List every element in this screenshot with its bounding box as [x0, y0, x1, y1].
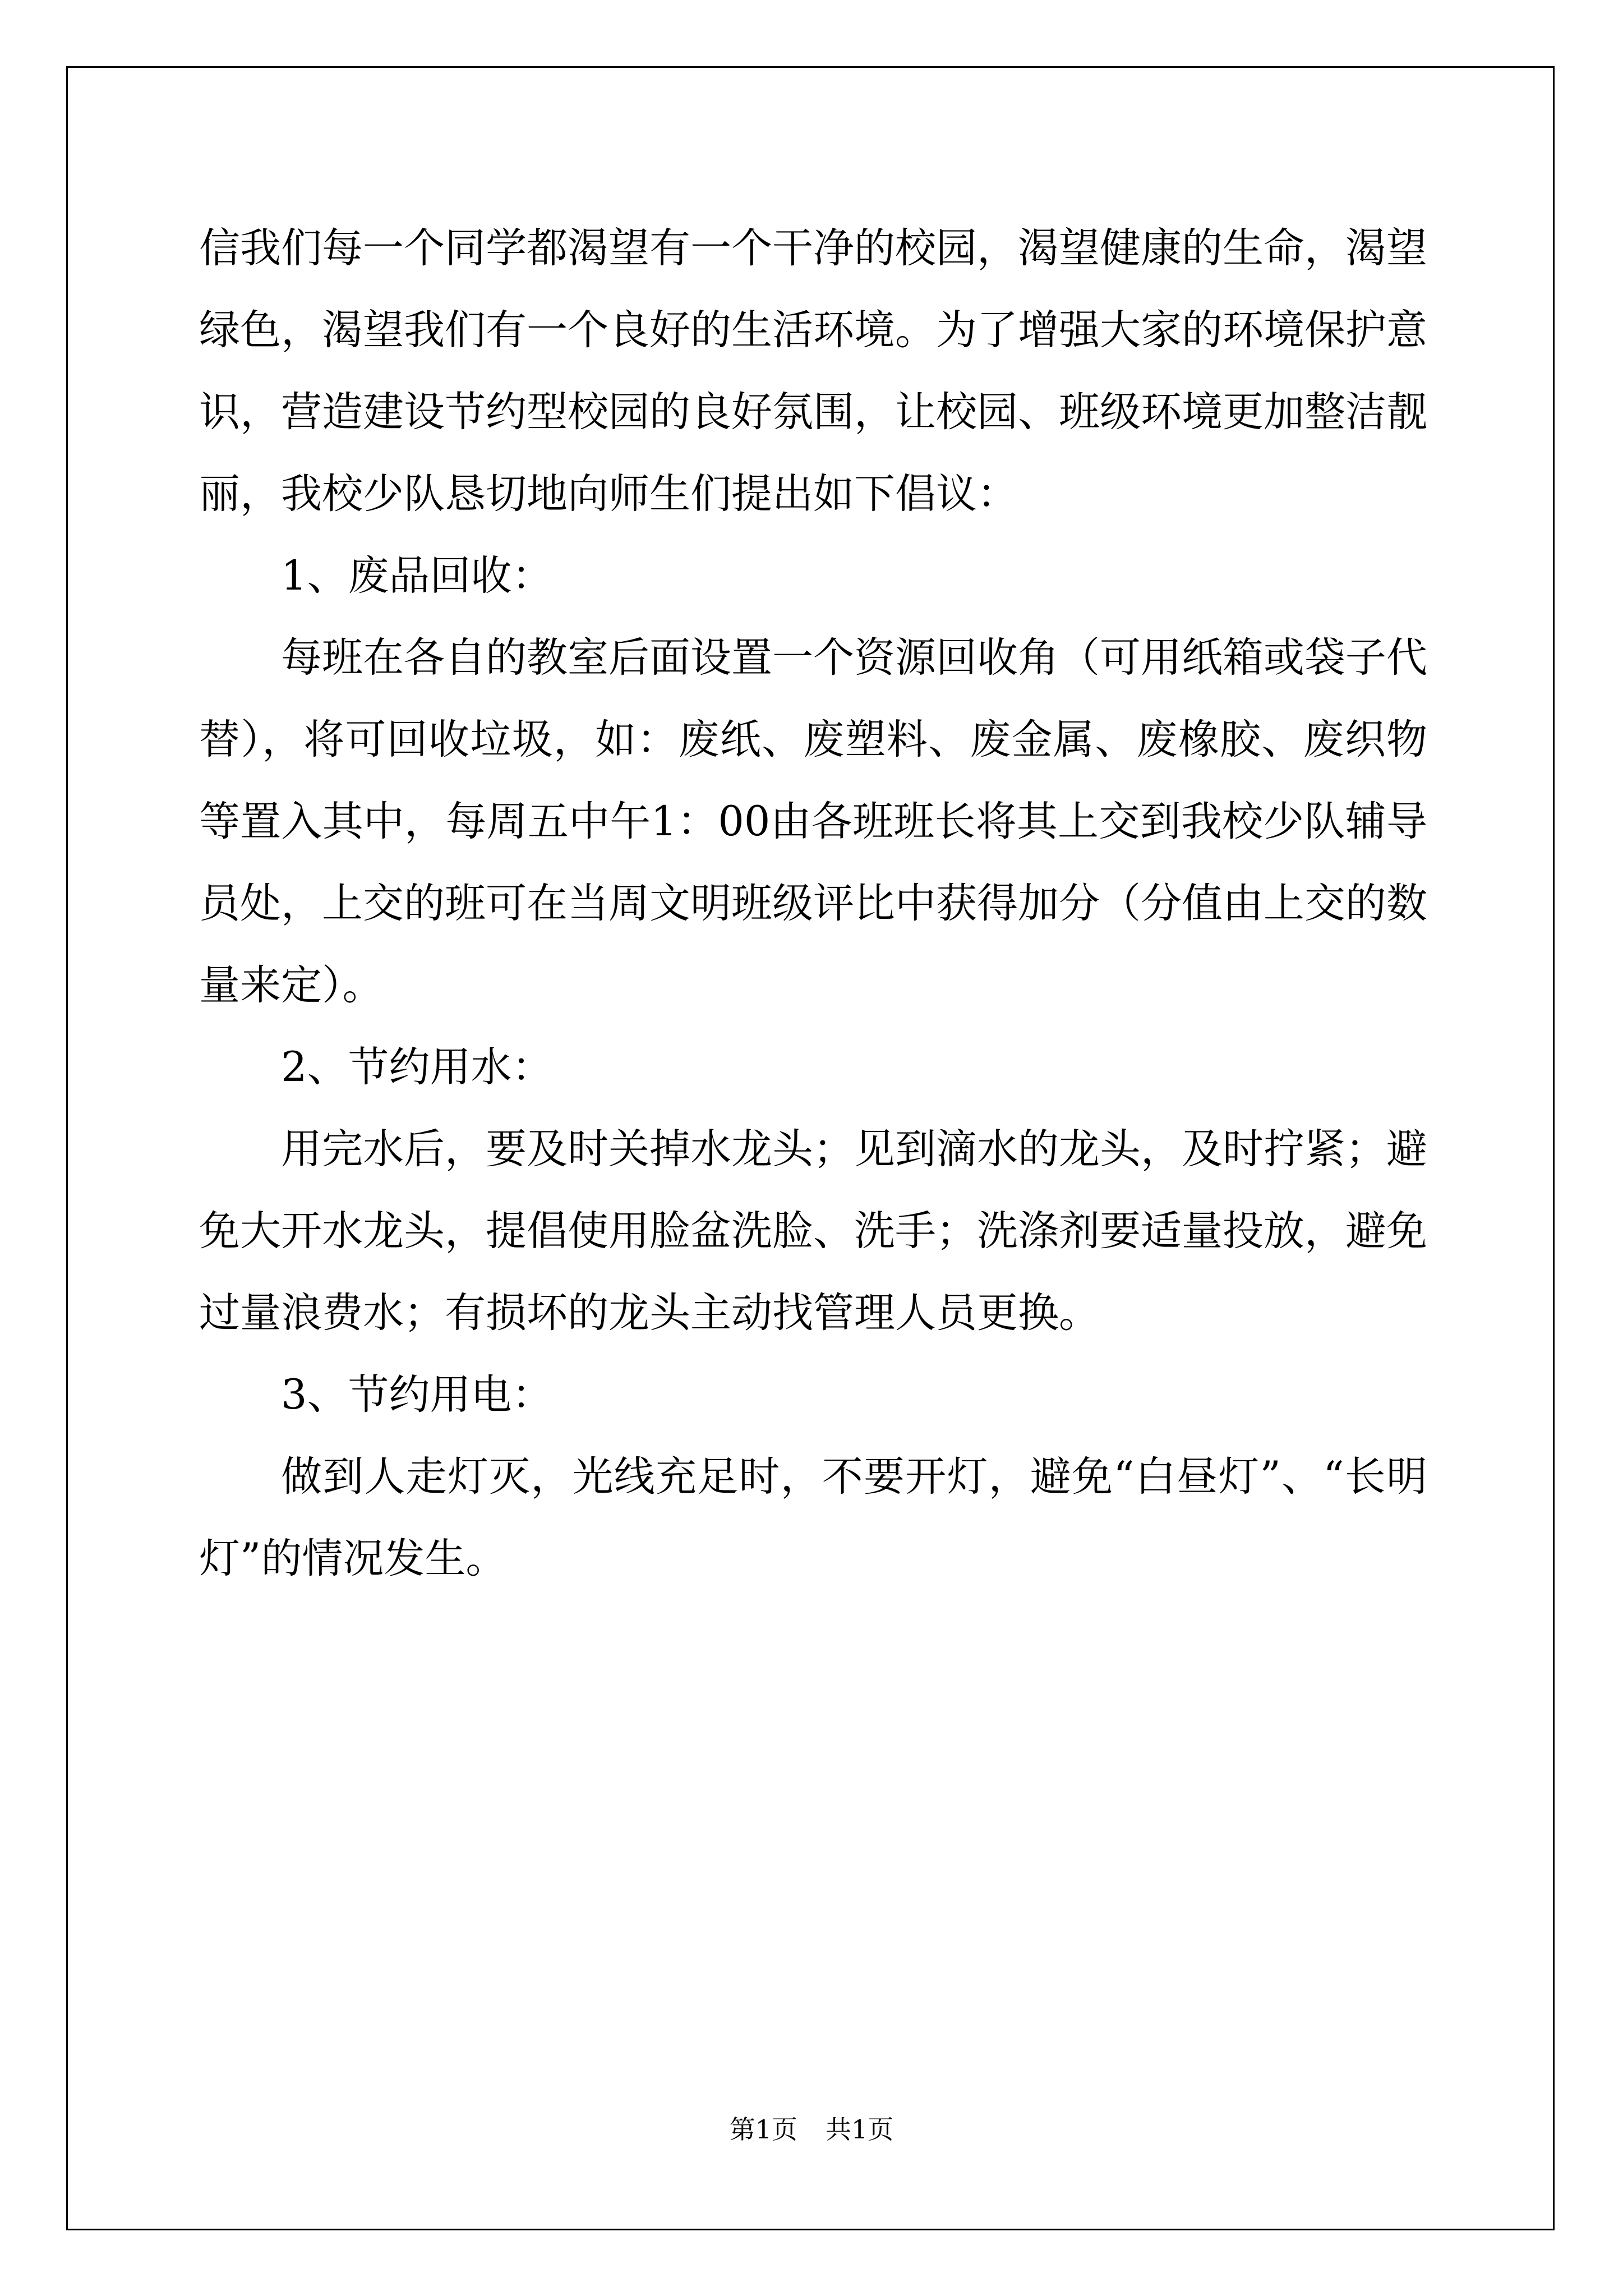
- heading-waste-recycling: 1、废品回收：: [281, 552, 553, 600]
- paragraph-waste-recycling: 每班在各自的教室后面设置一个资源回收角（可用纸箱或袋子代替），将可回收垃圾，如：废纸、废塑料、废金属、废橡胶、废织物等置入其中，每周五中午1：00由各班班长将其上交到我校少队辅导员处，上交的班可在当周文明班级评比中获得加分（分值由上交的数量来定）。: [199, 634, 1427, 1009]
- page-number-total: 共1页: [826, 2114, 894, 2145]
- paragraph-save-electricity: 做到人走灯灭，光线充足时，不要开灯，避免“白昼灯”、“长明灯”的情况发生。: [199, 1453, 1427, 1582]
- document-body: [199, 208, 1427, 1600]
- page-number-current: 第1页: [729, 2114, 797, 2145]
- heading-save-electricity: 3、节约用电：: [281, 1371, 553, 1419]
- paragraph-save-water: 用完水后，要及时关掉水龙头；见到滴水的龙头，及时拧紧；避免大开水龙头，提倡使用脸盆洗脸、洗手；洗涤剂要适量投放，避免过量浪费水；有损坏的龙头主动找管理人员更换。: [199, 1125, 1427, 1337]
- page-footer: [0, 2109, 1623, 2146]
- heading-save-water: 2、节约用水：: [281, 1043, 553, 1091]
- paragraph-intro: 信我们每一个同学都渴望有一个干净的校园，渴望健康的生命，渴望绿色，渴望我们有一个良好的生活环境。为了增强大家的环境保护意识，营造建设节约型校园的良好氛围，让校园、班级环境更加整洁靓丽，我校少队恳切地向师生们提出如下倡议：: [199, 224, 1427, 518]
